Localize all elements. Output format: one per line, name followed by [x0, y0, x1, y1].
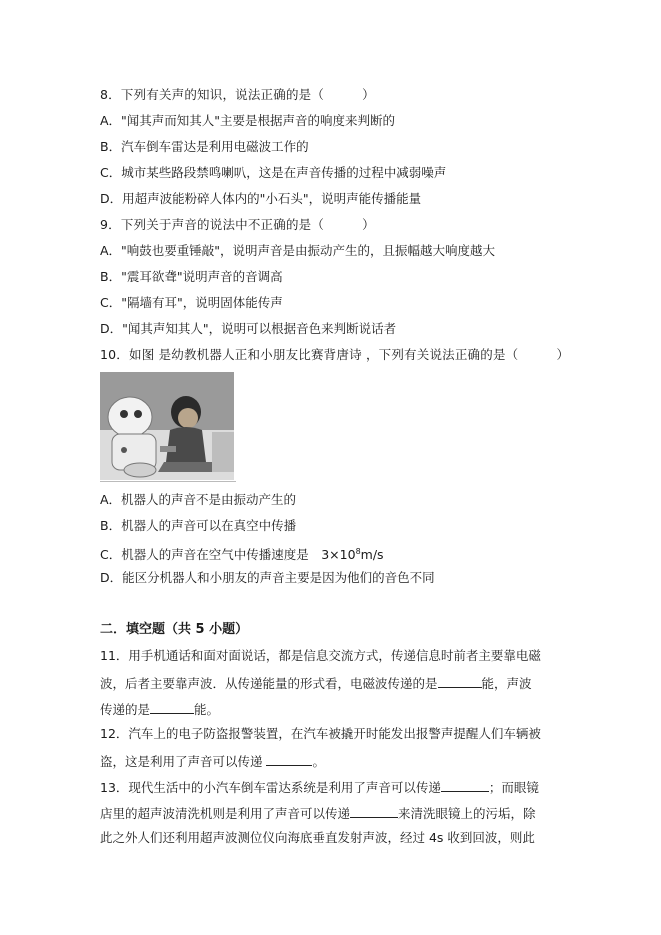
q13-line-3: 此之外人们还利用超声波测位仪向海底垂直发射声波，经过 4s 收到回波，则此: [100, 830, 535, 845]
q9-option-a: A．"响鼓也要重锤敲"，说明声音是由振动产生的，且振幅越大响度越大: [100, 243, 496, 258]
q10-option-c: [100, 543, 384, 564]
q9-stem: 9．下列关于声音的说法中不正确的是（ ）: [100, 217, 375, 232]
q11-line-3-text: 传递的是: [100, 702, 151, 717]
q12-line-2-tail: 。: [312, 754, 325, 769]
robot-child-illustration: [100, 372, 234, 480]
q10-option-c-text: C．机器人的声音在空气中传播速度是 3×10: [100, 547, 356, 563]
q12-blank[interactable]: [266, 751, 312, 766]
q13-line-2: [100, 803, 536, 823]
q11-line-3-tail: 能。: [194, 702, 220, 717]
q8-option-b: B．汽车倒车雷达是利用电磁波工作的: [100, 139, 309, 154]
q8-option-c: C．城市某些路段禁鸣喇叭，这是在声音传播的过程中减弱噪声: [100, 165, 447, 180]
q11-line-2-text: 波，后者主要靠声波．从传递能量的形式看，电磁波传递的是: [100, 676, 438, 691]
q13-line-2-tail: 来清洗眼镜上的污垢，除: [398, 806, 536, 821]
q9-option-d: D．"闻其声知其人"，说明可以根据音色来判断说话者: [100, 321, 397, 336]
q9-option-b: B．"震耳欲聋"说明声音的音调高: [100, 269, 283, 284]
q11-line-1: 11．用手机通话和面对面说话，都是信息交流方式，传递信息时前者主要靠电磁: [100, 648, 541, 663]
q13-blank-1[interactable]: [441, 777, 489, 792]
q10-option-b: B．机器人的声音可以在真空中传播: [100, 518, 297, 533]
q9-option-c: C．"隔墙有耳"，说明固体能传声: [100, 295, 283, 310]
q12-line-2-text: 盗，这是利用了声音可以传递: [100, 754, 267, 769]
q12-line-2: [100, 751, 325, 771]
q13-blank-2[interactable]: [350, 803, 398, 818]
q8-option-a: A．"闻其声而知其人"主要是根据声音的响度来判断的: [100, 113, 396, 128]
robot-and-child-photo: [100, 372, 234, 480]
section-fill-in-title: 二．填空题（共 5 小题）: [100, 622, 249, 637]
q8-stem: 8．下列有关声的知识，说法正确的是（ ）: [100, 87, 375, 102]
q13-line-1-tail: ；而眼镜: [488, 780, 539, 795]
q11-blank-2[interactable]: [150, 699, 194, 714]
q13-line-2-text: 店里的超声波清洗机则是利用了声音可以传递: [100, 806, 351, 821]
q8-option-d: D．用超声波能粉碎人体内的"小石头"，说明声能传播能量: [100, 191, 422, 206]
q13-line-1: [100, 777, 539, 797]
q10-option-c-exponent: 8: [355, 547, 361, 556]
q13-line-1-text: 13．现代生活中的小汽车倒车雷达系统是利用了声音可以传递: [100, 780, 441, 795]
q11-line-2-tail: 能，声波: [481, 676, 532, 691]
q11-line-2: [100, 673, 532, 693]
q11-blank-1[interactable]: [438, 673, 482, 688]
photo-underline: [100, 481, 236, 482]
q11-line-3: [100, 699, 219, 719]
q10-stem: 10．如图 是幼教机器人正和小朋友比赛背唐诗 ，下列有关说法正确的是（ ）: [100, 347, 570, 362]
q10-option-c-unit: m/s: [360, 547, 384, 563]
q10-option-d: D．能区分机器人和小朋友的声音主要是因为他们的音色不同: [100, 570, 435, 585]
q12-line-1: 12．汽车上的电子防盗报警装置，在汽车被撬开时能发出报警声提醒人们车辆被: [100, 726, 541, 741]
q10-option-a: A．机器人的声音不是由振动产生的: [100, 492, 297, 507]
